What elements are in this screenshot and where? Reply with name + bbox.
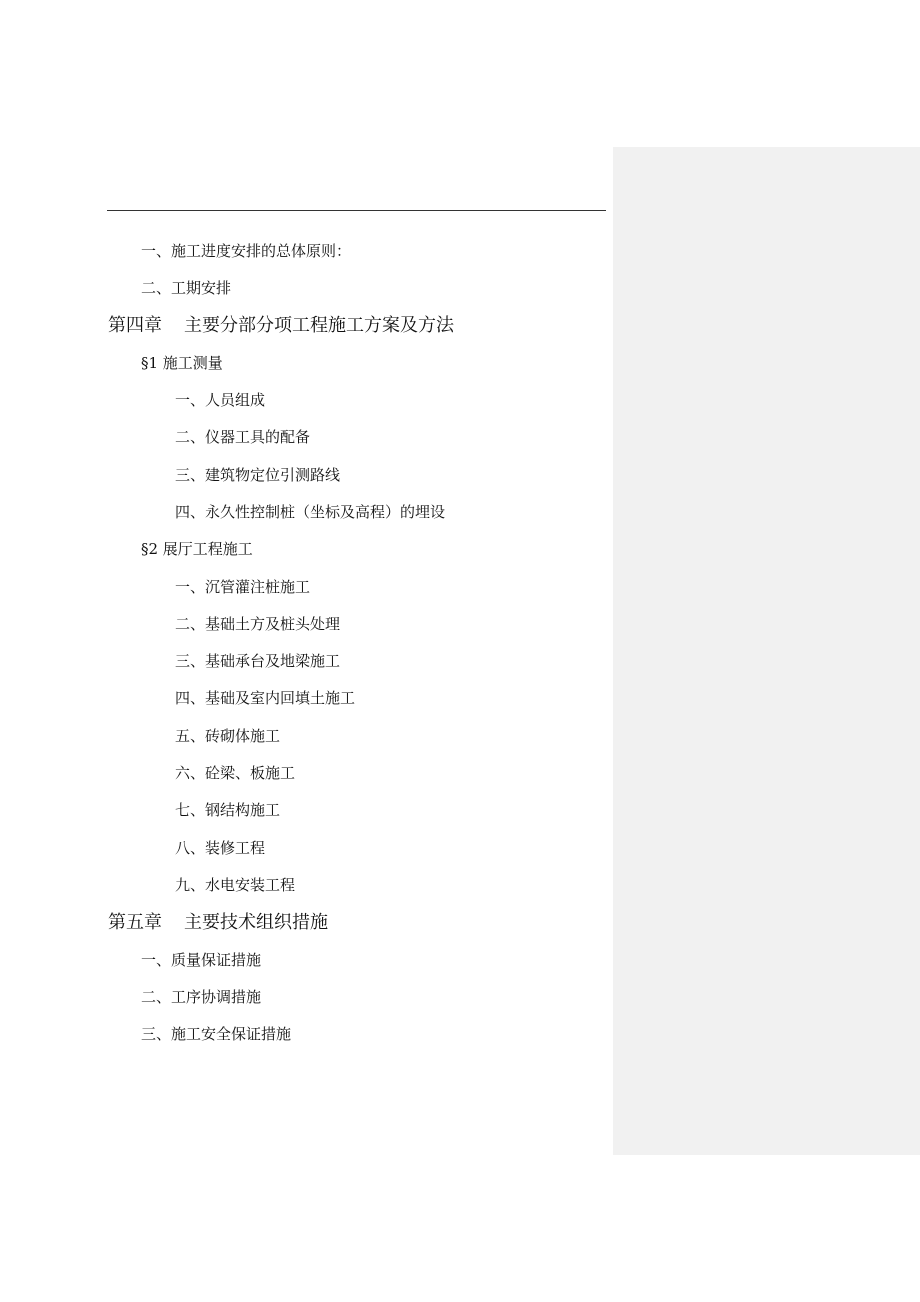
toc-subitem[interactable]: 九、水电安装工程 <box>175 876 296 894</box>
chapter-number: 第五章 <box>108 912 162 933</box>
toc-subitem[interactable]: 四、基础及室内回填土施工 <box>175 689 356 707</box>
toc-subitem[interactable]: 二、仪器工具的配备 <box>175 428 311 446</box>
toc-section-1[interactable]: §1 施工测量 <box>141 354 223 372</box>
toc-subitem[interactable]: 五、砖砌体施工 <box>175 727 281 745</box>
chapter-number: 第四章 <box>108 315 162 336</box>
toc-chapter-4[interactable] <box>108 317 454 335</box>
toc-item[interactable]: 二、工序协调措施 <box>141 988 262 1006</box>
chapter-title: 主要技术组织措施 <box>184 912 328 933</box>
toc-section-2[interactable]: §2 展厅工程施工 <box>141 540 253 558</box>
toc-item[interactable]: 一、质量保证措施 <box>141 951 262 969</box>
toc-subitem[interactable]: 六、砼梁、板施工 <box>175 764 296 782</box>
toc-chapter-5[interactable] <box>108 914 328 932</box>
comment-pane <box>613 147 920 1155</box>
toc-item[interactable]: 二、工期安排 <box>141 279 232 297</box>
toc-subitem[interactable]: 二、基础土方及桩头处理 <box>175 615 341 633</box>
toc-subitem[interactable]: 一、沉管灌注桩施工 <box>175 578 311 596</box>
header-rule <box>107 210 606 211</box>
toc-subitem[interactable]: 八、装修工程 <box>175 839 266 857</box>
toc-item[interactable]: 一、施工进度安排的总体原则： <box>141 242 352 260</box>
toc-subitem[interactable]: 三、建筑物定位引测路线 <box>175 466 341 484</box>
chapter-title: 主要分部分项工程施工方案及方法 <box>184 315 454 336</box>
toc-subitem[interactable]: 三、基础承台及地梁施工 <box>175 652 341 670</box>
toc-subitem[interactable]: 七、钢结构施工 <box>175 801 281 819</box>
toc-subitem[interactable]: 四、永久性控制桩（坐标及高程）的埋设 <box>175 503 446 521</box>
toc-subitem[interactable]: 一、人员组成 <box>175 391 266 409</box>
toc-item[interactable]: 三、施工安全保证措施 <box>141 1025 292 1043</box>
